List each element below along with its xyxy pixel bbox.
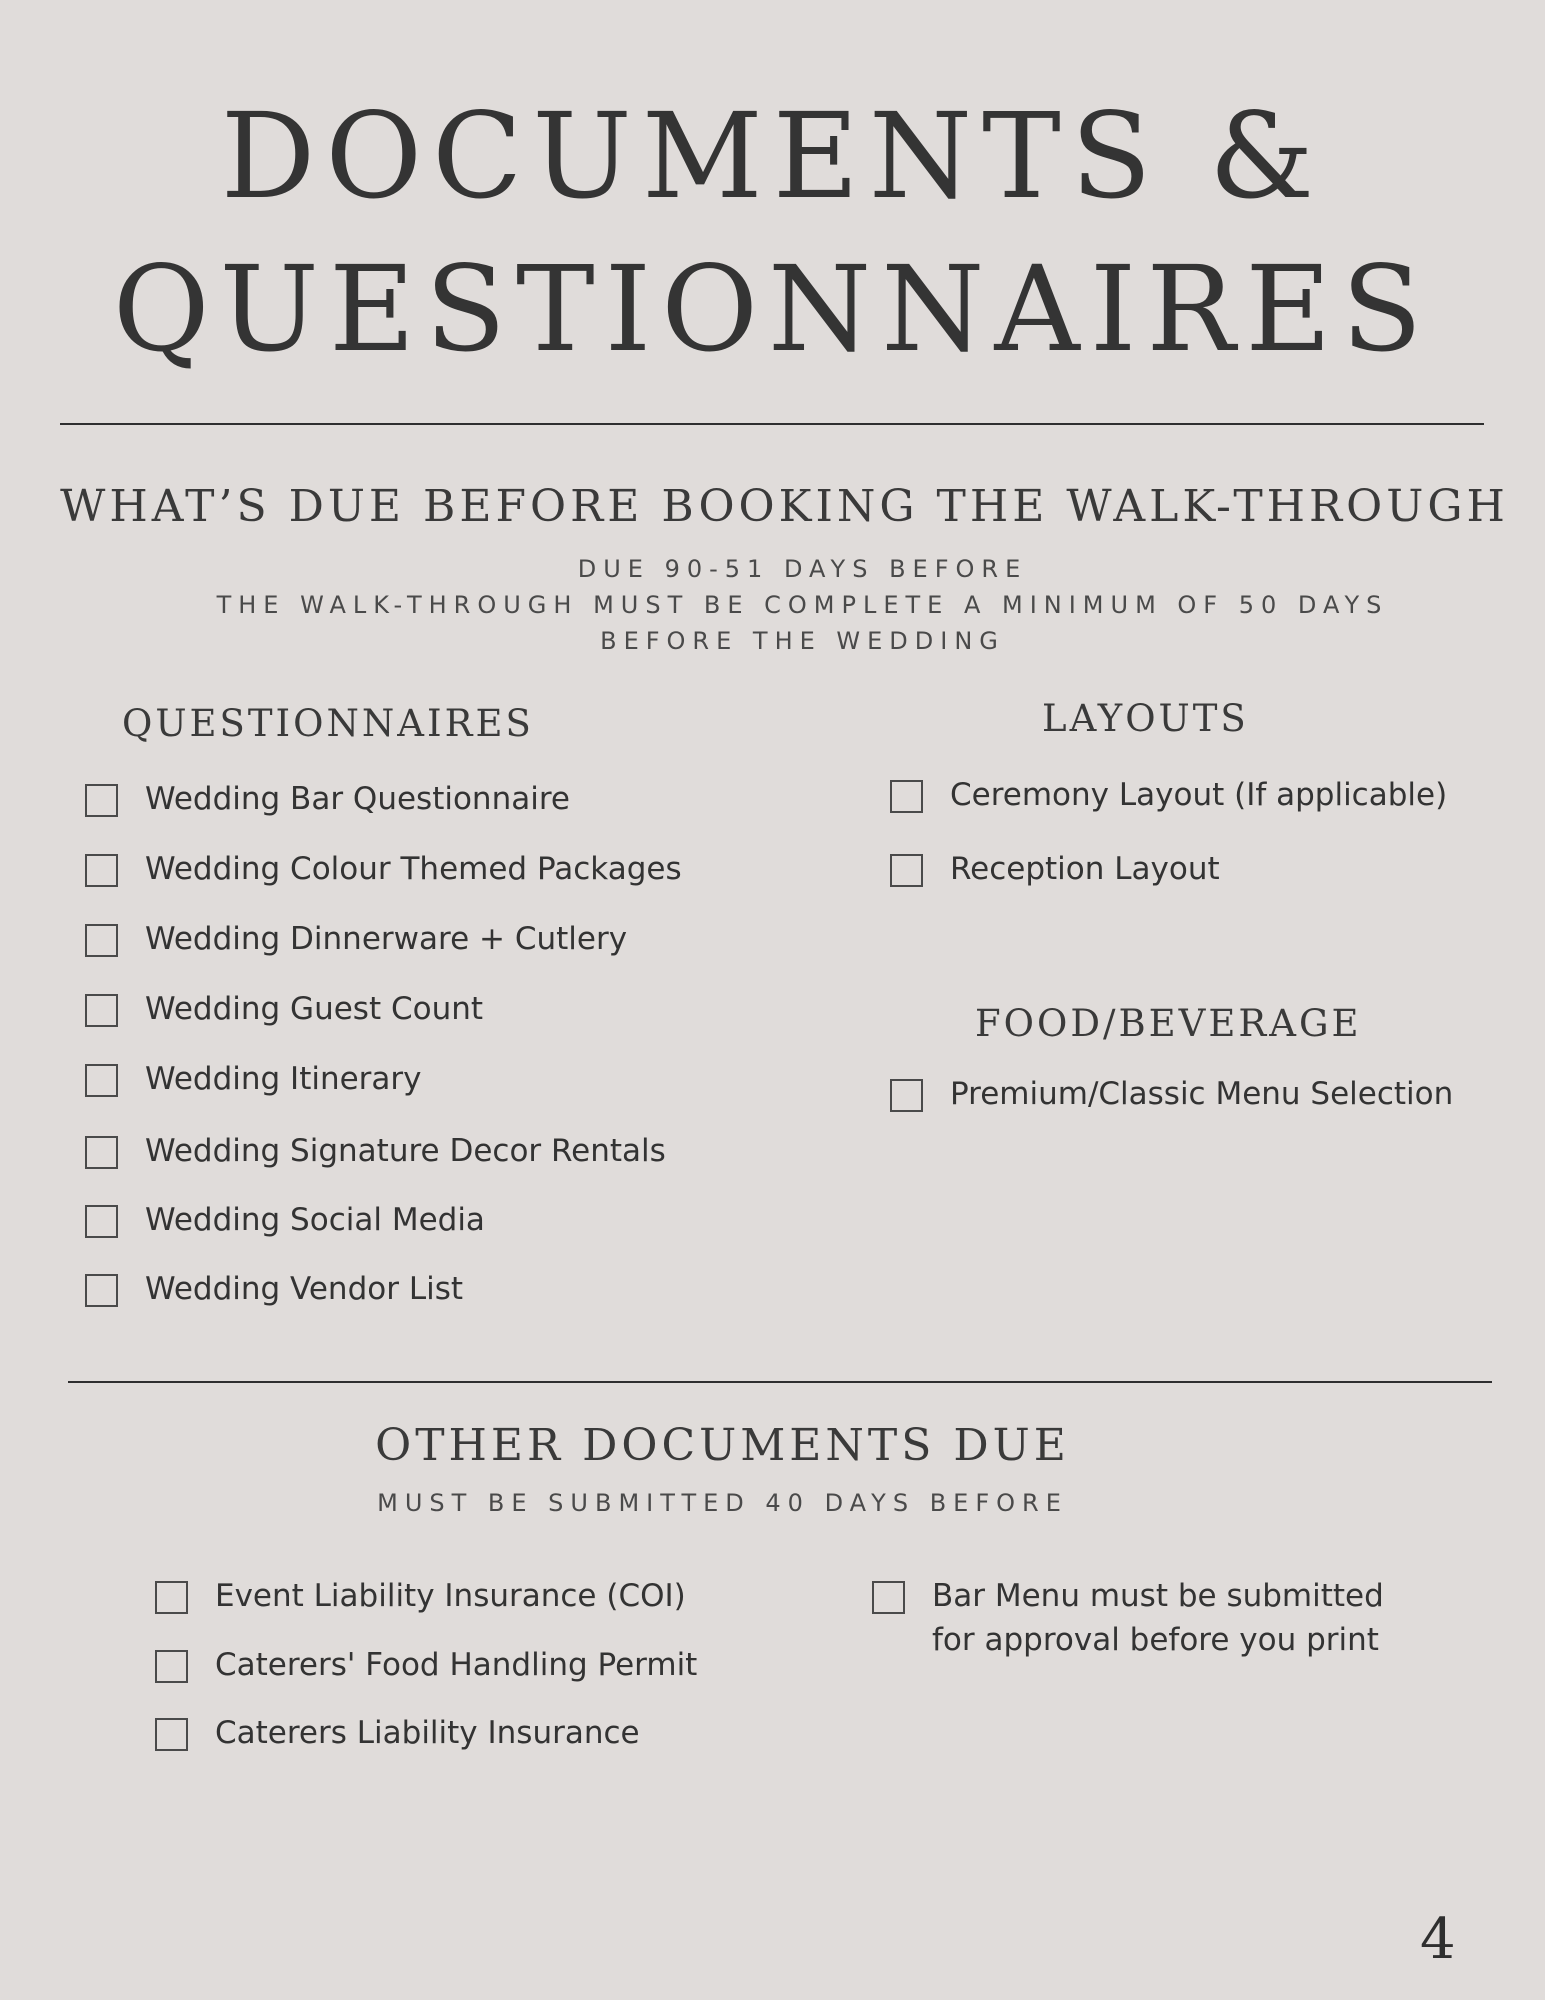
checkbox[interactable]	[85, 784, 118, 817]
checklist-item-label: Wedding Colour Themed Packages	[145, 851, 682, 887]
checklist-item-label: Caterers' Food Handling Permit	[215, 1647, 698, 1683]
checklist-item[interactable]	[85, 1204, 485, 1242]
walkthrough-note-line-1: DUE 90-51 DAYS BEFORE	[577, 555, 1028, 583]
other-documents-heading: OTHER DOCUMENTS DUE	[375, 1420, 1070, 1471]
checklist-item[interactable]	[890, 779, 1447, 817]
checklist-item-label: Wedding Bar Questionnaire	[145, 781, 570, 817]
checklist-item[interactable]	[890, 853, 1220, 891]
checklist-item[interactable]	[85, 1063, 422, 1101]
checklist-item-label: Wedding Social Media	[145, 1202, 485, 1238]
food-beverage-heading: FOOD/BEVERAGE	[975, 1002, 1362, 1045]
checklist-item-label: Premium/Classic Menu Selection	[950, 1076, 1454, 1112]
title-line-1: DOCUMENTS &	[220, 87, 1325, 225]
checklist-item[interactable]	[85, 923, 627, 961]
checklist-item[interactable]	[85, 783, 570, 821]
checklist-item-label: Bar Menu must be submitted for approval before you print	[932, 1578, 1384, 1658]
checklist-item-label: Wedding Itinerary	[145, 1061, 422, 1097]
checkbox[interactable]	[890, 1079, 923, 1112]
checklist-item-label: Wedding Signature Decor Rentals	[145, 1133, 666, 1169]
questionnaires-heading: QUESTIONNAIRES	[122, 702, 534, 745]
checklist-item[interactable]	[155, 1717, 640, 1755]
checkbox[interactable]	[85, 994, 118, 1027]
checklist-item-label: Caterers Liability Insurance	[215, 1715, 640, 1751]
checkbox[interactable]	[85, 1205, 118, 1238]
title-line-2: QUESTIONNAIRES	[112, 240, 1433, 378]
checkbox[interactable]	[155, 1581, 188, 1614]
checkbox[interactable]	[85, 1064, 118, 1097]
checklist-item-label: Event Liability Insurance (COI)	[215, 1578, 686, 1614]
checklist-item-label: Wedding Dinnerware + Cutlery	[145, 921, 628, 957]
divider-middle	[68, 1381, 1492, 1383]
checklist-item-label: Wedding Guest Count	[145, 991, 484, 1027]
walkthrough-note-line-3: BEFORE THE WEDDING	[600, 627, 1005, 655]
checkbox[interactable]	[890, 854, 923, 887]
checkbox[interactable]	[872, 1581, 905, 1614]
checklist-item[interactable]	[85, 993, 483, 1031]
checklist-item-label: Wedding Vendor List	[145, 1271, 464, 1307]
checklist-item[interactable]	[872, 1580, 1402, 1662]
walkthrough-note-line-2: THE WALK-THROUGH MUST BE COMPLETE A MINIMUM OF 50 DAYS	[216, 591, 1389, 619]
divider-top	[60, 423, 1484, 425]
checkbox[interactable]	[155, 1650, 188, 1683]
checkbox[interactable]	[155, 1718, 188, 1751]
checklist-item[interactable]	[85, 853, 682, 891]
checklist-item[interactable]	[85, 1135, 666, 1173]
other-documents-note: MUST BE SUBMITTED 40 DAYS BEFORE	[377, 1489, 1068, 1517]
checklist-item[interactable]	[890, 1078, 1453, 1116]
checkbox[interactable]	[890, 780, 923, 813]
checklist-item[interactable]	[155, 1580, 686, 1618]
checklist-item[interactable]	[85, 1273, 463, 1311]
layouts-heading: LAYOUTS	[1042, 697, 1249, 740]
checkbox[interactable]	[85, 854, 118, 887]
walkthrough-heading: WHAT’S DUE BEFORE BOOKING THE WALK-THROUGH	[60, 481, 1509, 532]
checklist-item-label: Ceremony Layout (If applicable)	[950, 777, 1448, 813]
checklist-item[interactable]	[155, 1649, 697, 1687]
checkbox[interactable]	[85, 1136, 118, 1169]
checklist-item-label: Reception Layout	[950, 851, 1220, 887]
page-number: 4	[1420, 1907, 1456, 1972]
checkbox[interactable]	[85, 924, 118, 957]
checkbox[interactable]	[85, 1274, 118, 1307]
